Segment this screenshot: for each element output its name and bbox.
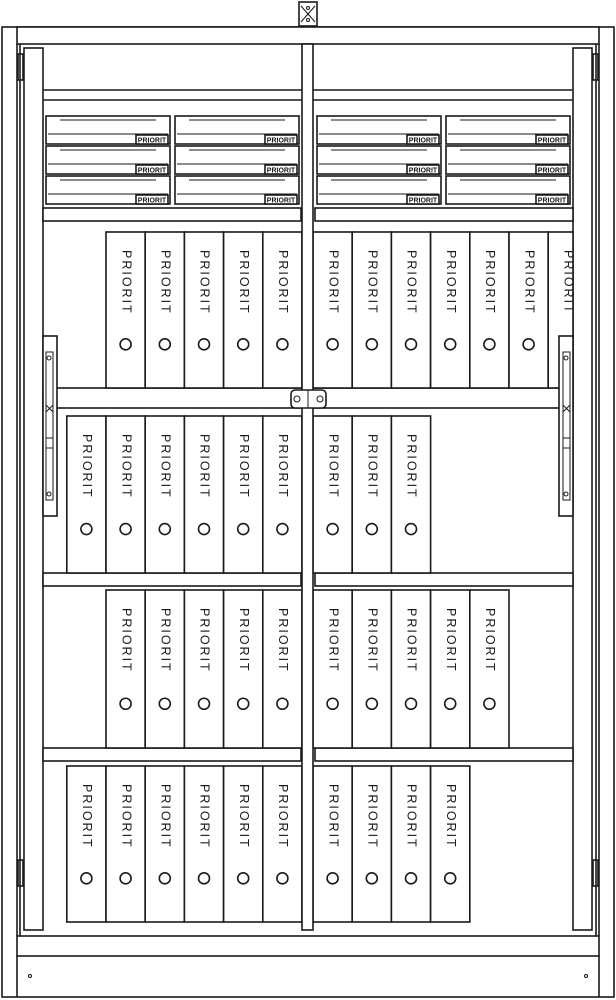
binder: [352, 766, 391, 922]
binder: [184, 766, 223, 922]
top-cap: [17, 27, 599, 44]
binder: [431, 232, 470, 388]
binder: [263, 232, 302, 388]
binder-label: PRIORIT: [119, 608, 134, 673]
document-tray: [175, 176, 299, 205]
binder-label: PRIORIT: [404, 608, 419, 673]
binder: [184, 416, 223, 573]
binder: [313, 590, 352, 748]
binder: [391, 590, 430, 748]
binder: [352, 416, 391, 573]
tray-label: PRIORIT: [537, 197, 567, 205]
binder-label: PRIORIT: [197, 784, 212, 849]
binder-label: PRIORIT: [276, 784, 291, 849]
binder: [352, 590, 391, 748]
binder: [263, 766, 302, 922]
binder-label: PRIORIT: [483, 250, 498, 315]
binder: [106, 232, 145, 388]
binder-label: PRIORIT: [158, 434, 173, 499]
binder-label: PRIORIT: [404, 250, 419, 315]
document-tray: [46, 176, 170, 205]
binder-label: PRIORIT: [276, 434, 291, 499]
document-tray: [317, 176, 441, 205]
left-door-edge: [24, 48, 43, 930]
binder: [391, 766, 430, 922]
plinth-screw-left: [29, 975, 32, 978]
binder: [313, 766, 352, 922]
binder-label: PRIORIT: [326, 608, 341, 673]
document-tray: [446, 146, 570, 175]
left-door-handle[interactable]: [43, 336, 57, 516]
center-lock: [291, 390, 326, 408]
document-tray: [175, 116, 299, 145]
binder-label: PRIORIT: [326, 434, 341, 499]
binder: [67, 416, 106, 573]
tray-label: PRIORIT: [537, 167, 567, 175]
binder: [352, 232, 391, 388]
binder-label: PRIORIT: [561, 250, 576, 315]
tray-label: PRIORIT: [266, 197, 296, 205]
binder-label: PRIORIT: [365, 784, 380, 849]
binder-label: PRIORIT: [365, 434, 380, 499]
document-tray: [446, 116, 570, 145]
binder: [263, 590, 302, 748]
tray-label: PRIORIT: [408, 137, 438, 145]
binder-label: PRIORIT: [158, 250, 173, 315]
binder-label: PRIORIT: [236, 434, 251, 499]
binder-label: PRIORIT: [119, 250, 134, 315]
binder-label: PRIORIT: [404, 434, 419, 499]
binder: [145, 590, 184, 748]
binder: [509, 232, 548, 388]
right-door-edge: [573, 48, 592, 930]
binder: [224, 590, 263, 748]
binder: [106, 416, 145, 573]
binder: [106, 590, 145, 748]
binder: [145, 416, 184, 573]
top-lock-bracket: [299, 2, 317, 26]
binder-label: PRIORIT: [236, 250, 251, 315]
tray-label: PRIORIT: [408, 167, 438, 175]
binder-label: PRIORIT: [522, 250, 537, 315]
binder-label: PRIORIT: [276, 608, 291, 673]
binder: [313, 232, 352, 388]
tray-label: PRIORIT: [537, 137, 567, 145]
binder-label: PRIORIT: [443, 250, 458, 315]
binder-label: PRIORIT: [197, 250, 212, 315]
binder: [145, 232, 184, 388]
binder: [224, 766, 263, 922]
plinth-screw-right: [585, 975, 588, 978]
binder: [224, 416, 263, 573]
tray-label: PRIORIT: [137, 167, 167, 175]
binder: [263, 416, 302, 573]
binder-label: PRIORIT: [483, 608, 498, 673]
binder: [391, 232, 430, 388]
binder-label: PRIORIT: [80, 784, 95, 849]
document-tray: [46, 146, 170, 175]
binder: [224, 232, 263, 388]
binder: [145, 766, 184, 922]
binder-label: PRIORIT: [158, 608, 173, 673]
binder: [431, 766, 470, 922]
document-tray: [317, 116, 441, 145]
binder: [67, 766, 106, 922]
binder: [184, 232, 223, 388]
tray-label: PRIORIT: [408, 197, 438, 205]
binder: [106, 766, 145, 922]
binder-label: PRIORIT: [276, 250, 291, 315]
tray-label: PRIORIT: [137, 137, 167, 145]
binder: [470, 590, 509, 748]
center-divider: [302, 44, 313, 930]
binder-label: PRIORIT: [326, 784, 341, 849]
binder: [431, 590, 470, 748]
binder-label: PRIORIT: [197, 608, 212, 673]
document-tray: [317, 146, 441, 175]
document-tray: [46, 116, 170, 145]
binder: [313, 416, 352, 573]
plinth: [17, 936, 599, 956]
right-door-handle[interactable]: [559, 336, 573, 516]
document-tray: [175, 146, 299, 175]
binder-label: PRIORIT: [443, 784, 458, 849]
binder: [391, 416, 430, 573]
binder-label: PRIORIT: [365, 250, 380, 315]
binder-label: PRIORIT: [80, 434, 95, 499]
binder-label: PRIORIT: [404, 784, 419, 849]
tray-label: PRIORIT: [266, 167, 296, 175]
binder-label: PRIORIT: [119, 784, 134, 849]
binder-label: PRIORIT: [443, 608, 458, 673]
binder: [470, 232, 509, 388]
binder-label: PRIORIT: [236, 784, 251, 849]
document-tray: [446, 176, 570, 205]
binder-label: PRIORIT: [197, 434, 212, 499]
binder: [184, 590, 223, 748]
binder-label: PRIORIT: [158, 784, 173, 849]
binder-label: PRIORIT: [236, 608, 251, 673]
binder-label: PRIORIT: [365, 608, 380, 673]
binder-label: PRIORIT: [326, 250, 341, 315]
binder-label: PRIORIT: [119, 434, 134, 499]
tray-label: PRIORIT: [137, 197, 167, 205]
tray-label: PRIORIT: [266, 137, 296, 145]
